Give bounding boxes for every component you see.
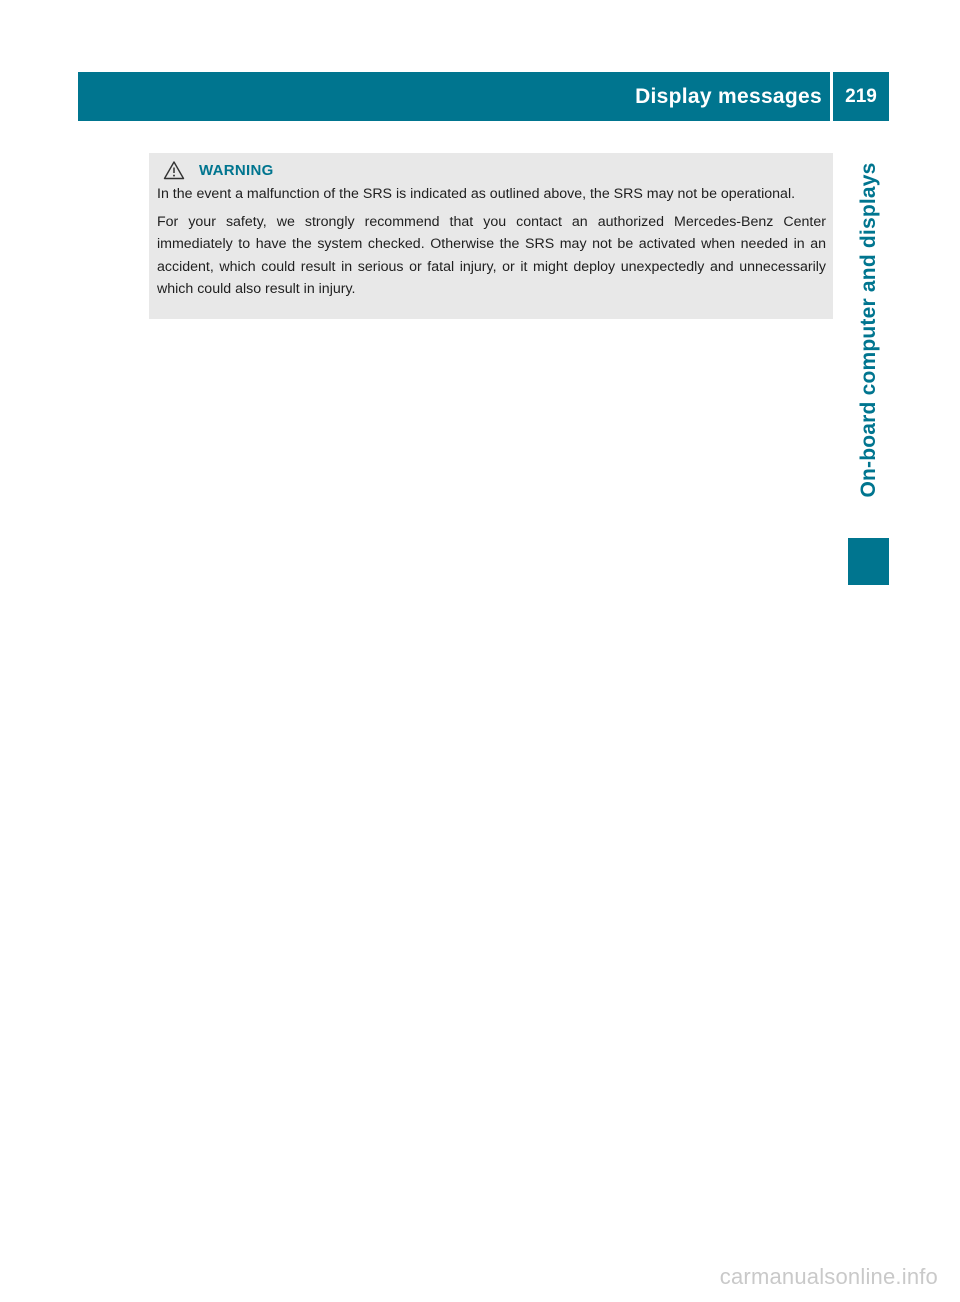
warning-triangle-icon xyxy=(163,160,185,180)
watermark-text: carmanualsonline.info xyxy=(719,1264,938,1289)
header-bar xyxy=(78,72,889,121)
warning-header xyxy=(157,159,826,181)
section-tab-marker xyxy=(848,538,889,585)
warning-label: WARNING xyxy=(199,161,274,179)
page-number: 219 xyxy=(845,86,877,107)
section-side-tab xyxy=(848,124,889,536)
page-title: Display messages xyxy=(635,85,822,108)
warning-paragraph-1: In the event a malfunction of the SRS is indicated as outlined above, the SRS may not be operational. xyxy=(157,186,796,202)
warning-paragraph-2: For your safety, we strongly recommend that you contact an authorized Mercedes-Benz Center immediately to have the system checked. Otherwise the SRS may not be activated when needed in an accident, which could result in serious or fatal injury, or it might deploy unexpectedly and unnecessarily which could also result in injury. xyxy=(157,213,826,297)
section-tab-label: On-board computer and displays xyxy=(856,162,880,498)
warning-box xyxy=(149,153,833,319)
